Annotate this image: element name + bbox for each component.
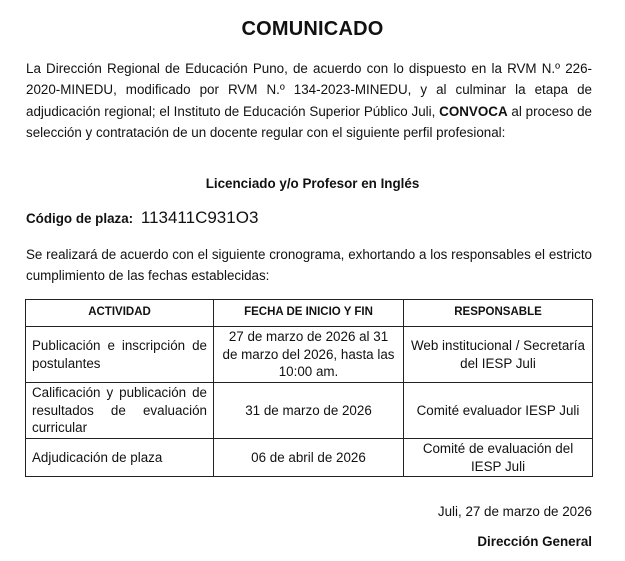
responsible-cell: Comité de evaluación del IESP Juli — [404, 439, 593, 477]
schedule-header-row — [26, 300, 593, 327]
table-row — [26, 439, 593, 477]
header-activity: ACTIVIDAD — [26, 300, 214, 327]
schedule-intro-paragraph: Se realizará de acuerdo con el siguiente cronograma, exhortando a los responsables el estricto cumplimiento de las fechas establecidas: — [26, 247, 592, 284]
intro-paragraph — [26, 58, 592, 143]
position-code-value: 113411C931O3 — [140, 208, 259, 227]
header-responsible: RESPONSABLE — [404, 300, 593, 327]
date-cell: 27 de marzo de 2026 al 31 de marzo del 2026, hasta las 10:00 am. — [214, 327, 404, 383]
signature-office: Dirección General — [477, 534, 592, 549]
table-row — [26, 383, 593, 439]
schedule-table — [25, 299, 593, 477]
date-cell: 06 de abril de 2026 — [214, 439, 404, 477]
position-code-line — [26, 208, 592, 228]
header-dates: FECHA DE INICIO Y FIN — [214, 300, 404, 327]
activity-cell: Publicación e inscripción de postulantes — [26, 327, 214, 383]
intro-text-end: al proceso de selección y contratación de un docente regular con el siguiente perfil profesional: — [26, 103, 592, 140]
professional-profile: Licenciado y/o Profesor en Inglés — [205, 176, 420, 191]
position-code-label: Código de plaza: — [26, 211, 134, 226]
activity-cell: Adjudicación de plaza — [26, 439, 214, 477]
document-title: COMUNICADO — [241, 18, 384, 40]
activity-cell: Calificación y publicación de resultados de evaluación curricular — [26, 383, 214, 439]
table-row — [26, 327, 593, 383]
date-cell: 31 de marzo de 2026 — [214, 383, 404, 439]
responsible-cell: Comité evaluador IESP Juli — [404, 383, 593, 439]
convoca-keyword: CONVOCA — [439, 103, 508, 119]
closing-date: Juli, 27 de marzo de 2026 — [437, 504, 592, 519]
responsible-cell: Web institucional / Secretaría del IESP Juli — [404, 327, 593, 383]
intro-text-start: La Dirección Regional de Educación Puno, de acuerdo con lo dispuesto en la RVM N.º 226-2020-MINEDU, modificado por RVM N.º 134-2023-MINEDU, y al culminar la etapa de adjudicación regional; el Instituto de Educación Superior Público Juli, — [26, 61, 592, 119]
